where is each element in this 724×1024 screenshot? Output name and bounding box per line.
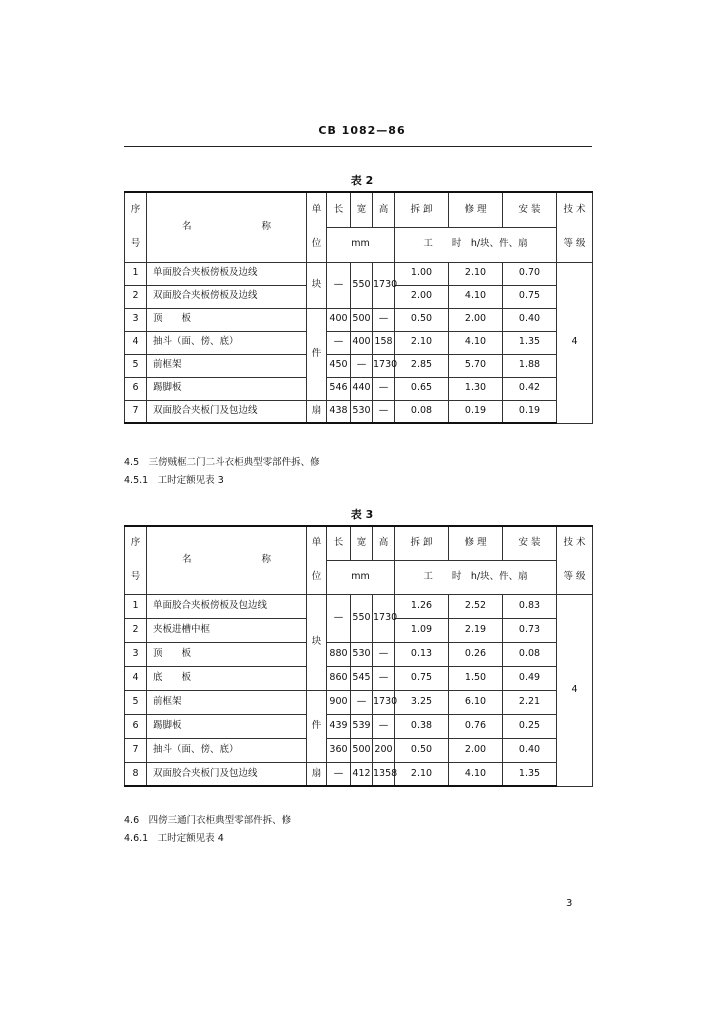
table-row: 1 单面胶合夹板傍板及边线 块 — 550 1730 1.00 2.10 0.70 4 — [125, 262, 593, 285]
seq-header: 序 — [125, 526, 147, 560]
name-header: 名 称 — [147, 192, 307, 262]
disassemble-header: 拆 卸 — [395, 192, 449, 227]
table2: 序 名 称 单 长 宽 高 拆 卸 修 理 安 装 技 术 号 位 mm 工 时 h/块、件、扇 等 级 1 单面胶合夹板傍板及边线 块 — 550 1730 1.00 2.10 0.70 4 2 双面胶合夹板傍板及边线 2.00 4.10 0.75 3 顶 板 件 400 500 — 0.50 2.00 0.40 4 抽斗（面、傍、底） — 400 158 2.10 4.10 1.35 5 前框架 450 — 1730 2.85 5.70 1.88 6 踢脚板 546 440 — 0.65 1.30 0.42 7 双面胶合夹板门及包边线 扇 438 530 — 0.08 0.19 0.19 — [124, 191, 593, 424]
length-header: 长 — [327, 192, 351, 227]
seq-header: 序 — [125, 192, 147, 227]
length-header: 长 — [327, 526, 351, 560]
table-row: 5 前框架 件 900 — 1730 3.25 6.10 2.21 — [125, 690, 593, 714]
table-row: 1 单面胶合夹板傍板及包边线 块 — 550 1730 1.26 2.52 0.83 4 — [125, 594, 593, 618]
table-row: 2 双面胶合夹板傍板及边线 2.00 4.10 0.75 — [125, 285, 593, 308]
table-row: 4 抽斗（面、傍、底） — 400 158 2.10 4.10 1.35 — [125, 331, 593, 354]
repair-header: 修 理 — [449, 192, 503, 227]
section-4-6-1: 4.6.1 工时定额见表 4 — [124, 833, 224, 844]
grade-header: 技 术 — [557, 526, 593, 560]
unit-header: 单 — [307, 192, 327, 227]
section-4-6-title: 4.6 四傍三通门衣柜典型零部件拆、修 — [124, 815, 292, 826]
header-rule — [124, 146, 592, 147]
mm-header: mm — [327, 227, 395, 262]
page-number: 3 — [566, 898, 573, 909]
table-row: 3 顶 板 880 530 — 0.13 0.26 0.08 — [125, 642, 593, 666]
table-row: 2 夹板进槽中框 1.09 2.19 0.73 — [125, 618, 593, 642]
table3-caption: 表 3 — [350, 508, 374, 521]
install-header: 安 装 — [503, 192, 557, 227]
table2-caption: 表 2 — [350, 174, 374, 187]
table-row: 6 踢脚板 439 539 — 0.38 0.76 0.25 — [125, 714, 593, 738]
table3: 序 名 称 单 长 宽 高 拆 卸 修 理 安 装 技 术 号 位 mm 工 时 h/块、件、扇 等 级 1 单面胶合夹板傍板及包边线 块 — 550 1730 1.26 2.52 0.83 4 2 夹板进槽中框 1.09 2.19 0.73 3 顶 板 880 530 — 0.13 0.26 0.08 4 底 板 860 545 — 0.75 1.50 0.49 5 前框架 件 900 — 1730 3.25 6.10 2.21 6 踢脚板 439 539 — 0.38 0.76 0.25 7 抽斗（面、傍、底） 360 500 200 0.50 2.00 0.40 8 双面胶合夹板门及包边线 扇 — 412 1358 2.10 4.10 1.35 — [124, 525, 593, 787]
mm-header: mm — [327, 560, 395, 594]
section-4-5-1: 4.5.1 工时定额见表 3 — [124, 475, 224, 486]
grade-cell: 4 — [557, 262, 593, 423]
table-row: 7 抽斗（面、傍、底） 360 500 200 0.50 2.00 0.40 — [125, 738, 593, 762]
height-header: 高 — [373, 192, 395, 227]
hours-header: 工 时 h/块、件、扇 — [395, 560, 557, 594]
name-header: 名 称 — [147, 526, 307, 594]
disassemble-header: 拆 卸 — [395, 526, 449, 560]
document-code: CB 1082—86 — [318, 124, 406, 137]
repair-header: 修 理 — [449, 526, 503, 560]
height-header: 高 — [373, 526, 395, 560]
table-row: 5 前框架 450 — 1730 2.85 5.70 1.88 — [125, 354, 593, 377]
unit-header: 单 — [307, 526, 327, 560]
table-row: 6 踢脚板 546 440 — 0.65 1.30 0.42 — [125, 377, 593, 400]
section-4-5-title: 4.5 三傍贼框二门二斗衣柜典型零部件拆、修 — [124, 457, 320, 468]
width-header: 宽 — [351, 526, 373, 560]
width-header: 宽 — [351, 192, 373, 227]
hours-header: 工 时 h/块、件、扇 — [395, 227, 557, 262]
table-row: 8 双面胶合夹板门及包边线 扇 — 412 1358 2.10 4.10 1.35 — [125, 762, 593, 786]
grade-cell: 4 — [557, 594, 593, 786]
grade-header: 技 术 — [557, 192, 593, 227]
table-row: 3 顶 板 件 400 500 — 0.50 2.00 0.40 — [125, 308, 593, 331]
install-header: 安 装 — [503, 526, 557, 560]
table-row: 4 底 板 860 545 — 0.75 1.50 0.49 — [125, 666, 593, 690]
table-row: 7 双面胶合夹板门及包边线 扇 438 530 — 0.08 0.19 0.19 — [125, 400, 593, 423]
